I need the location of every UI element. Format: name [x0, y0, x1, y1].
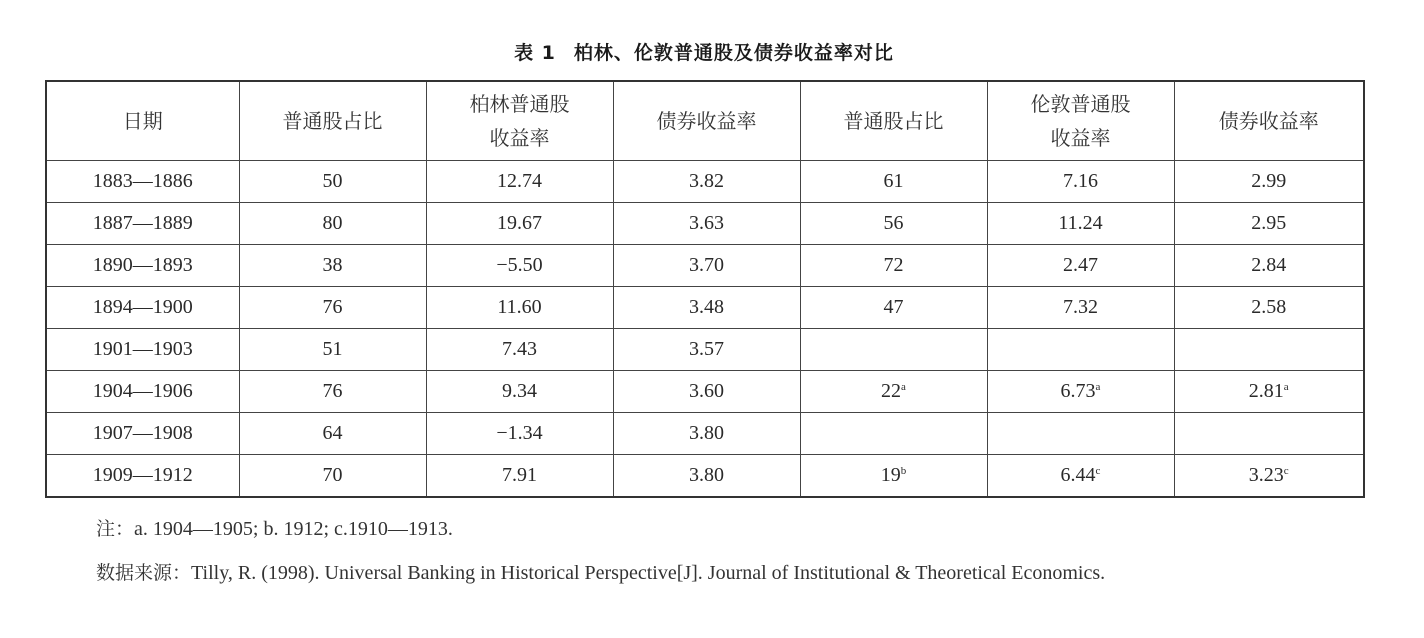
- cell-value: 3.23: [1248, 464, 1284, 486]
- cell-value: 50: [322, 170, 343, 192]
- cell-berlin-bond-yield: [613, 371, 800, 413]
- cell-london-stock-yield: [987, 329, 1174, 371]
- cell-value: 1907—1908: [92, 422, 193, 444]
- cell-value: 19.67: [497, 212, 542, 234]
- footnote-marker: c: [1095, 465, 1101, 477]
- cell-value: 56: [883, 212, 904, 234]
- cell-berlin-bond-yield: [613, 455, 800, 498]
- cell-london-bond-yield: [1174, 287, 1364, 329]
- cell-value: 76: [322, 380, 343, 402]
- header-berlin-bond-yield: 债券收益率: [613, 81, 800, 161]
- cell-value: −5.50: [496, 254, 543, 276]
- cell-berlin-stock-yield: [426, 161, 613, 203]
- cell-value: 3.70: [689, 254, 724, 276]
- table-title: 柏林、伦敦普通股及债券收益率对比: [573, 42, 894, 64]
- cell-value: 3.48: [689, 296, 724, 318]
- footnote-marker: a: [1283, 381, 1289, 393]
- table-caption: [0, 38, 1408, 65]
- cell-london-stock-yield: [987, 287, 1174, 329]
- cell-value: 7.32: [1063, 296, 1098, 318]
- cell-date: [46, 287, 239, 329]
- data-source-text: Tilly, R. (1998). Universal Banking in Historical Perspective[J]. Journal of Institutional & Theoretical Economics.: [191, 562, 1106, 584]
- cell-value: 11.60: [497, 296, 542, 318]
- cell-value: 9.34: [502, 380, 537, 402]
- cell-value: 70: [322, 464, 343, 486]
- header-london-share: 普通股占比: [800, 81, 987, 161]
- cell-date: [46, 371, 239, 413]
- cell-london-stock-yield: [987, 371, 1174, 413]
- table-row: [46, 455, 1364, 498]
- data-source-label: 数据来源：: [96, 562, 192, 584]
- cell-berlin-stock-yield: [426, 203, 613, 245]
- header-london-stock-yield: 伦敦普通股 收益率: [987, 81, 1174, 161]
- cell-berlin-stock-yield: [426, 413, 613, 455]
- cell-value: 6.44: [1060, 464, 1096, 486]
- cell-berlin-stock-yield: [426, 287, 613, 329]
- cell-london-bond-yield: [1174, 455, 1364, 498]
- cell-value: 38: [322, 254, 343, 276]
- table-row: [46, 329, 1364, 371]
- cell-berlin-bond-yield: [613, 329, 800, 371]
- cell-value: 12.74: [497, 170, 542, 192]
- table-row: [46, 203, 1364, 245]
- cell-value: 76: [322, 296, 343, 318]
- cell-value: 64: [322, 422, 343, 444]
- cell-berlin-stock-yield: [426, 455, 613, 498]
- cell-london-stock-yield: [987, 245, 1174, 287]
- cell-value: 80: [322, 212, 343, 234]
- cell-berlin-stock-yield: [426, 245, 613, 287]
- cell-london-share: [800, 371, 987, 413]
- cell-london-share: [800, 413, 987, 455]
- header-berlin-stock-yield: 柏林普通股 收益率: [426, 81, 613, 161]
- cell-berlin-share: [239, 287, 426, 329]
- cell-london-share: [800, 161, 987, 203]
- cell-value: 1901—1903: [92, 338, 193, 360]
- header-row: [46, 81, 1364, 161]
- cell-berlin-bond-yield: [613, 287, 800, 329]
- cell-value: 2.84: [1251, 254, 1287, 276]
- header-london-bond-yield: 债券收益率: [1174, 81, 1364, 161]
- table-number: 表 1: [514, 42, 556, 64]
- cell-date: [46, 161, 239, 203]
- table-row: [46, 245, 1364, 287]
- cell-berlin-share: [239, 245, 426, 287]
- cell-date: [46, 413, 239, 455]
- cell-london-share: [800, 203, 987, 245]
- footnote-marker: a: [1095, 381, 1101, 393]
- cell-value: 3.80: [689, 464, 724, 486]
- table-body: [46, 161, 1364, 498]
- yield-comparison-table: [45, 80, 1365, 498]
- cell-berlin-stock-yield: [426, 329, 613, 371]
- footnote-marker: c: [1283, 465, 1289, 477]
- cell-london-bond-yield: [1174, 161, 1364, 203]
- cell-value: 2.95: [1251, 212, 1287, 234]
- cell-london-bond-yield: [1174, 329, 1364, 371]
- cell-value: 7.43: [502, 338, 537, 360]
- cell-value: 19: [880, 464, 901, 486]
- cell-value: 2.99: [1251, 170, 1287, 192]
- cell-value: 7.91: [502, 464, 537, 486]
- cell-value: 47: [883, 296, 904, 318]
- cell-berlin-share: [239, 203, 426, 245]
- cell-value: 11.24: [1058, 212, 1103, 234]
- cell-berlin-share: [239, 371, 426, 413]
- cell-value: 2.47: [1063, 254, 1098, 276]
- footnote-marker: b: [900, 465, 907, 477]
- data-source: [96, 558, 1105, 585]
- cell-value: 51: [322, 338, 343, 360]
- cell-london-stock-yield: [987, 455, 1174, 498]
- cell-date: [46, 329, 239, 371]
- cell-value: 3.60: [689, 380, 724, 402]
- cell-value: −1.34: [496, 422, 543, 444]
- cell-value: 6.73: [1060, 380, 1096, 402]
- cell-value: 1883—1886: [92, 170, 193, 192]
- cell-berlin-bond-yield: [613, 245, 800, 287]
- cell-date: [46, 245, 239, 287]
- cell-london-bond-yield: [1174, 203, 1364, 245]
- cell-london-stock-yield: [987, 161, 1174, 203]
- footnote-label: 注：: [96, 518, 135, 540]
- cell-value: 61: [883, 170, 904, 192]
- cell-value: 2.81: [1248, 380, 1284, 402]
- cell-value: 22: [881, 380, 902, 402]
- cell-london-share: [800, 245, 987, 287]
- header-berlin-share: 普通股占比: [239, 81, 426, 161]
- cell-value: 3.80: [689, 422, 724, 444]
- cell-london-stock-yield: [987, 203, 1174, 245]
- footnote-text: a. 1904—1905; b. 1912; c.1910—1913.: [134, 518, 453, 540]
- cell-berlin-stock-yield: [426, 371, 613, 413]
- cell-date: [46, 455, 239, 498]
- table-row: [46, 413, 1364, 455]
- cell-london-bond-yield: [1174, 371, 1364, 413]
- cell-london-stock-yield: [987, 413, 1174, 455]
- header-date: 日期: [46, 81, 239, 161]
- cell-berlin-bond-yield: [613, 161, 800, 203]
- footnote: [96, 514, 453, 541]
- cell-london-bond-yield: [1174, 245, 1364, 287]
- cell-london-share: [800, 329, 987, 371]
- cell-berlin-share: [239, 329, 426, 371]
- footnote-marker: a: [901, 381, 906, 393]
- cell-value: 1904—1906: [92, 380, 193, 402]
- cell-value: 3.63: [689, 212, 724, 234]
- cell-value: 1890—1893: [92, 254, 193, 276]
- cell-berlin-bond-yield: [613, 413, 800, 455]
- cell-value: 3.57: [689, 338, 724, 360]
- cell-value: 1909—1912: [92, 464, 193, 486]
- cell-berlin-bond-yield: [613, 203, 800, 245]
- table-row: [46, 287, 1364, 329]
- cell-london-share: [800, 287, 987, 329]
- table-row: [46, 161, 1364, 203]
- cell-value: 1887—1889: [92, 212, 193, 234]
- cell-value: 7.16: [1063, 170, 1098, 192]
- cell-value: 2.58: [1251, 296, 1287, 318]
- cell-value: 1894—1900: [92, 296, 193, 318]
- cell-london-bond-yield: [1174, 413, 1364, 455]
- table-row: [46, 371, 1364, 413]
- cell-value: 3.82: [689, 170, 724, 192]
- cell-berlin-share: [239, 413, 426, 455]
- cell-berlin-share: [239, 455, 426, 498]
- cell-value: 72: [883, 254, 904, 276]
- cell-berlin-share: [239, 161, 426, 203]
- cell-london-share: [800, 455, 987, 498]
- cell-date: [46, 203, 239, 245]
